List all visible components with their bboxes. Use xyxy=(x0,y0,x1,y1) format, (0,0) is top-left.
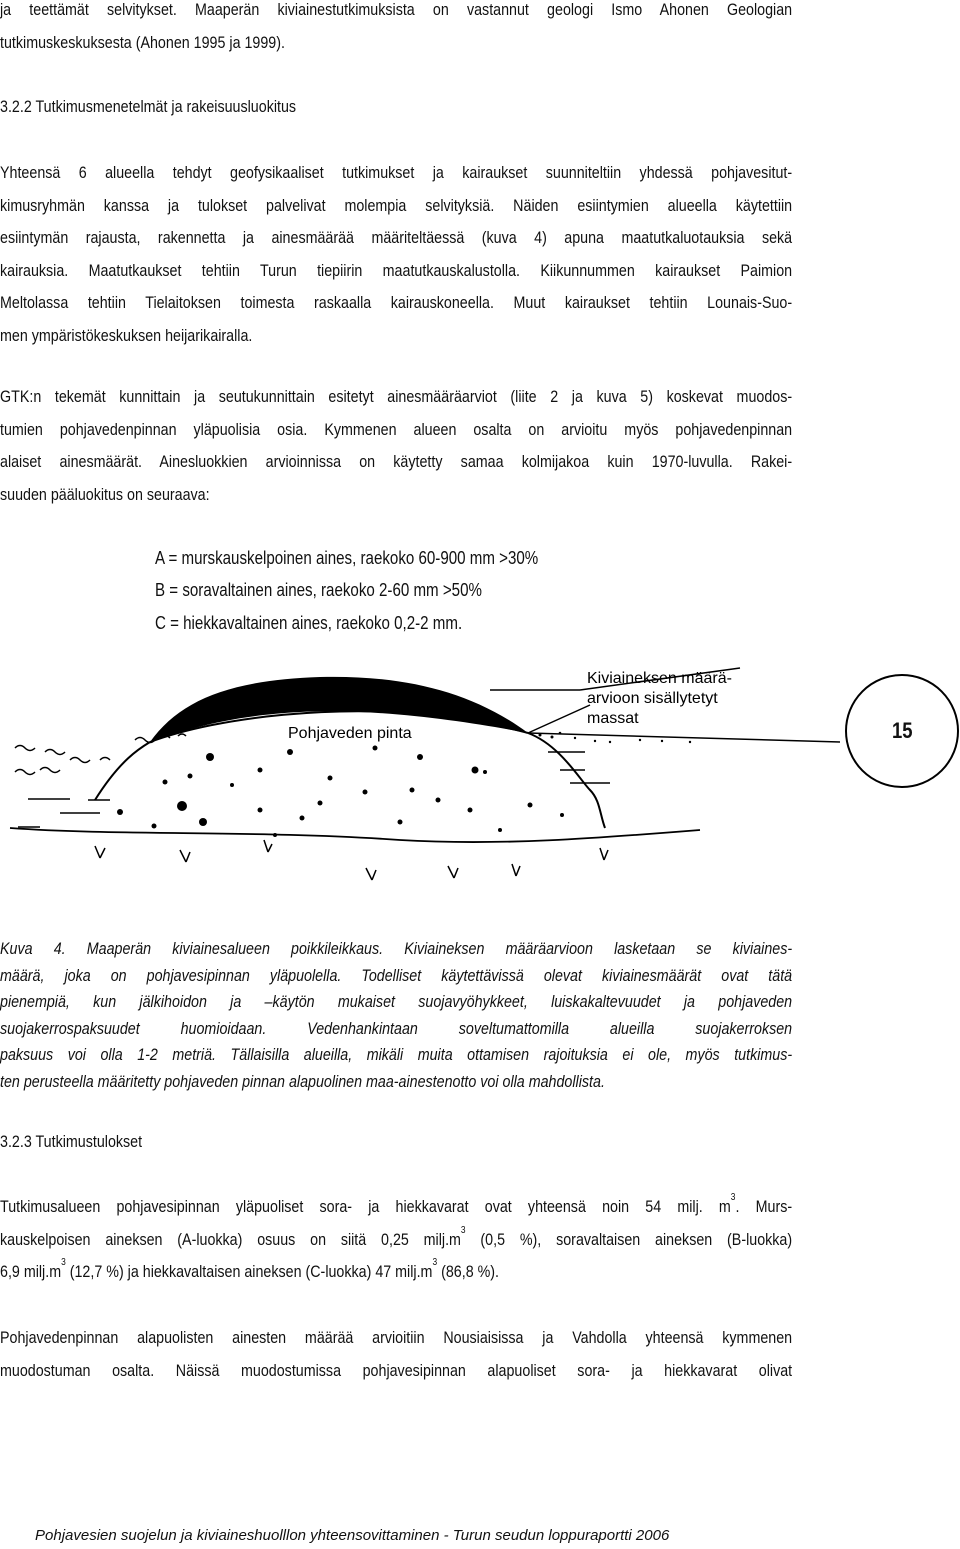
text-line: kimusryhmän kanssa ja tulokset palvelivat molempia selvityksiä. Näiden esiintymien alueella käytettiin xyxy=(0,195,793,215)
label-mass-3: massat xyxy=(587,710,639,727)
text-line: men ympäristökeskuksen heijarikairalla. xyxy=(0,325,253,345)
text-line: muodostuman osalta. Näissä muodostumissa pohjavesipinnan alapuoliset sora- ja hiekkavarat olivat xyxy=(0,1360,793,1380)
text-line: esiintymän rajausta, rakennetta ja ainesmäärää määriteltäessä (kuva 4) apuna maatutkaluotauksia sekä xyxy=(0,228,793,247)
label-groundwater: Pohjaveden pinta xyxy=(288,725,412,742)
caption-line: ten perusteella määritetty pohjaveden pinnan alapuolinen maa-ainestenotto voi olla mahdollista. xyxy=(0,1071,605,1091)
cross-section-figure xyxy=(0,660,840,900)
label-mass-1: Kiviaineksen määrä- xyxy=(587,670,732,687)
page-footer: Pohjavesien suojelun ja kiviaineshuolllon yhteensovittaminen - Turun seudun loppuraportti 2006 xyxy=(35,1527,670,1544)
paragraph-results xyxy=(0,1191,792,1289)
caption-line: Kuva 4. Maaperän kiviainesalueen poikkileikkaus. Kiviaineksen määräarvioon lasketaan se kiviaines- xyxy=(0,939,793,958)
water-strata xyxy=(18,752,610,827)
text-line: Tutkimusalueen pohjavesipinnan yläpuoliset sora- ja hiekkavarat ovat yhteensä noin 54 milj. $m^3$. Murs- xyxy=(0,1192,793,1216)
caption-line: pienempiä, kun jälkihoidon ja –käytön mukaiset suojavyöhykkeet, luiskakaltevuudet ja pohjaveden xyxy=(0,992,793,1011)
water-waves xyxy=(15,734,186,775)
page-number-badge xyxy=(845,674,959,788)
caption-line: suojakerrospaksuudet huomioidaan. Vedenhankintaan soveltumattomilla alueilla suojakerroksen xyxy=(0,1018,793,1038)
paragraph-methods xyxy=(0,157,792,352)
caption-line: määrä, joka on pohjavesipinnan yläpuolella. Todelliset käytettävissä olevat kiviainesmäärät ovat tätä xyxy=(0,965,793,985)
figure-caption xyxy=(0,936,792,1095)
text-line: tutkimuskeskuksesta (Ahonen 1995 ja 1999). xyxy=(0,32,285,52)
paragraph-intro xyxy=(0,0,792,59)
text-line: alaiset ainesmäärät. Ainesluokkien arvioinnissa on käytetty samaa kolmijakoa kuin 1970-luvulla. Rakei- xyxy=(0,452,793,471)
paragraph-estimates xyxy=(0,381,792,511)
text-line: Yhteensä 6 alueella tehdyt geofysikaaliset tutkimukset ja kairaukset suunniteltiin yhdessä pohjavesitut- xyxy=(0,163,793,182)
class-c: C = hiekkavaltainen aines, raekoko 0,2-2 mm. xyxy=(155,613,463,633)
text-line: GTK:n tekemät kunnittain ja seutukunnittain esitetyt ainesmääräarviot (liite 2 ja kuva 5) koskevat muodos- xyxy=(0,387,793,406)
text-line: kairauksia. Maatutkaukset tehtiin Turun tiepiirin maatutkauskalustolla. Kiikunnummen kairaukset Paimion xyxy=(0,260,793,280)
stones xyxy=(117,746,564,838)
text-line: suuden pääluokitus on seuraava: xyxy=(0,484,210,504)
text-line: Pohjavedenpinnan alapuolisten ainesten määrää arvioitiin Nousiaisissa ja Vahdolla yhteensä kymmenen xyxy=(0,1328,793,1347)
bedrock-marks xyxy=(95,840,608,880)
section-heading-3-2-3: 3.2.3 Tutkimustulokset xyxy=(0,1132,143,1151)
section-heading-3-2-2: 3.2.2 Tutkimusmenetelmät ja rakeisuusluokitus xyxy=(0,97,297,116)
text-line: Meltolassa tehtiin Tielaitoksen toimesta raskaalla kairauskoneella. Muut kairaukset tehtiin Lounais-Suo- xyxy=(0,293,793,312)
mound-outline xyxy=(95,742,150,800)
text-line: 6,9 $milj.m^3$ (12,7 %) ja hiekkavaltaisen aineksen (C-luokka) 47 $milj.m^3$ (86,8 %). xyxy=(0,1257,500,1281)
class-b: B = soravaltainen aines, raekoko 2-60 mm >50% xyxy=(155,580,482,600)
text-line: kauskelpoisen aineksen (A-luokka) osuus on siitä 0,25 $milj.m^3$ (0,5 %), soravaltaisen aineksen (B-luokka) xyxy=(0,1224,793,1249)
page-number: 15 xyxy=(891,718,913,743)
paragraph-below-groundwater xyxy=(0,1322,792,1387)
label-mass-2: arvioon sisällytetyt xyxy=(587,690,718,707)
text-line: tumien pohjavedenpinnan yläpuolisia osia. Kymmenen alueen osalta on arvioitu myös pohjavedenpinnan xyxy=(0,419,793,439)
text-line: ja teettämät selvitykset. Maaperän kiviainestutkimuksista on vastannut geologi Ismo Ahonen Geologian xyxy=(0,0,793,19)
class-a: A = murskauskelpoinen aines, raekoko 60-900 mm >30% xyxy=(155,548,539,568)
caption-line: paksuus voi olla 1-2 metriä. Tällaisilla alueilla, mikäli muita ottamisen rajoituksia ei ole, myös tutkimus- xyxy=(0,1045,793,1064)
